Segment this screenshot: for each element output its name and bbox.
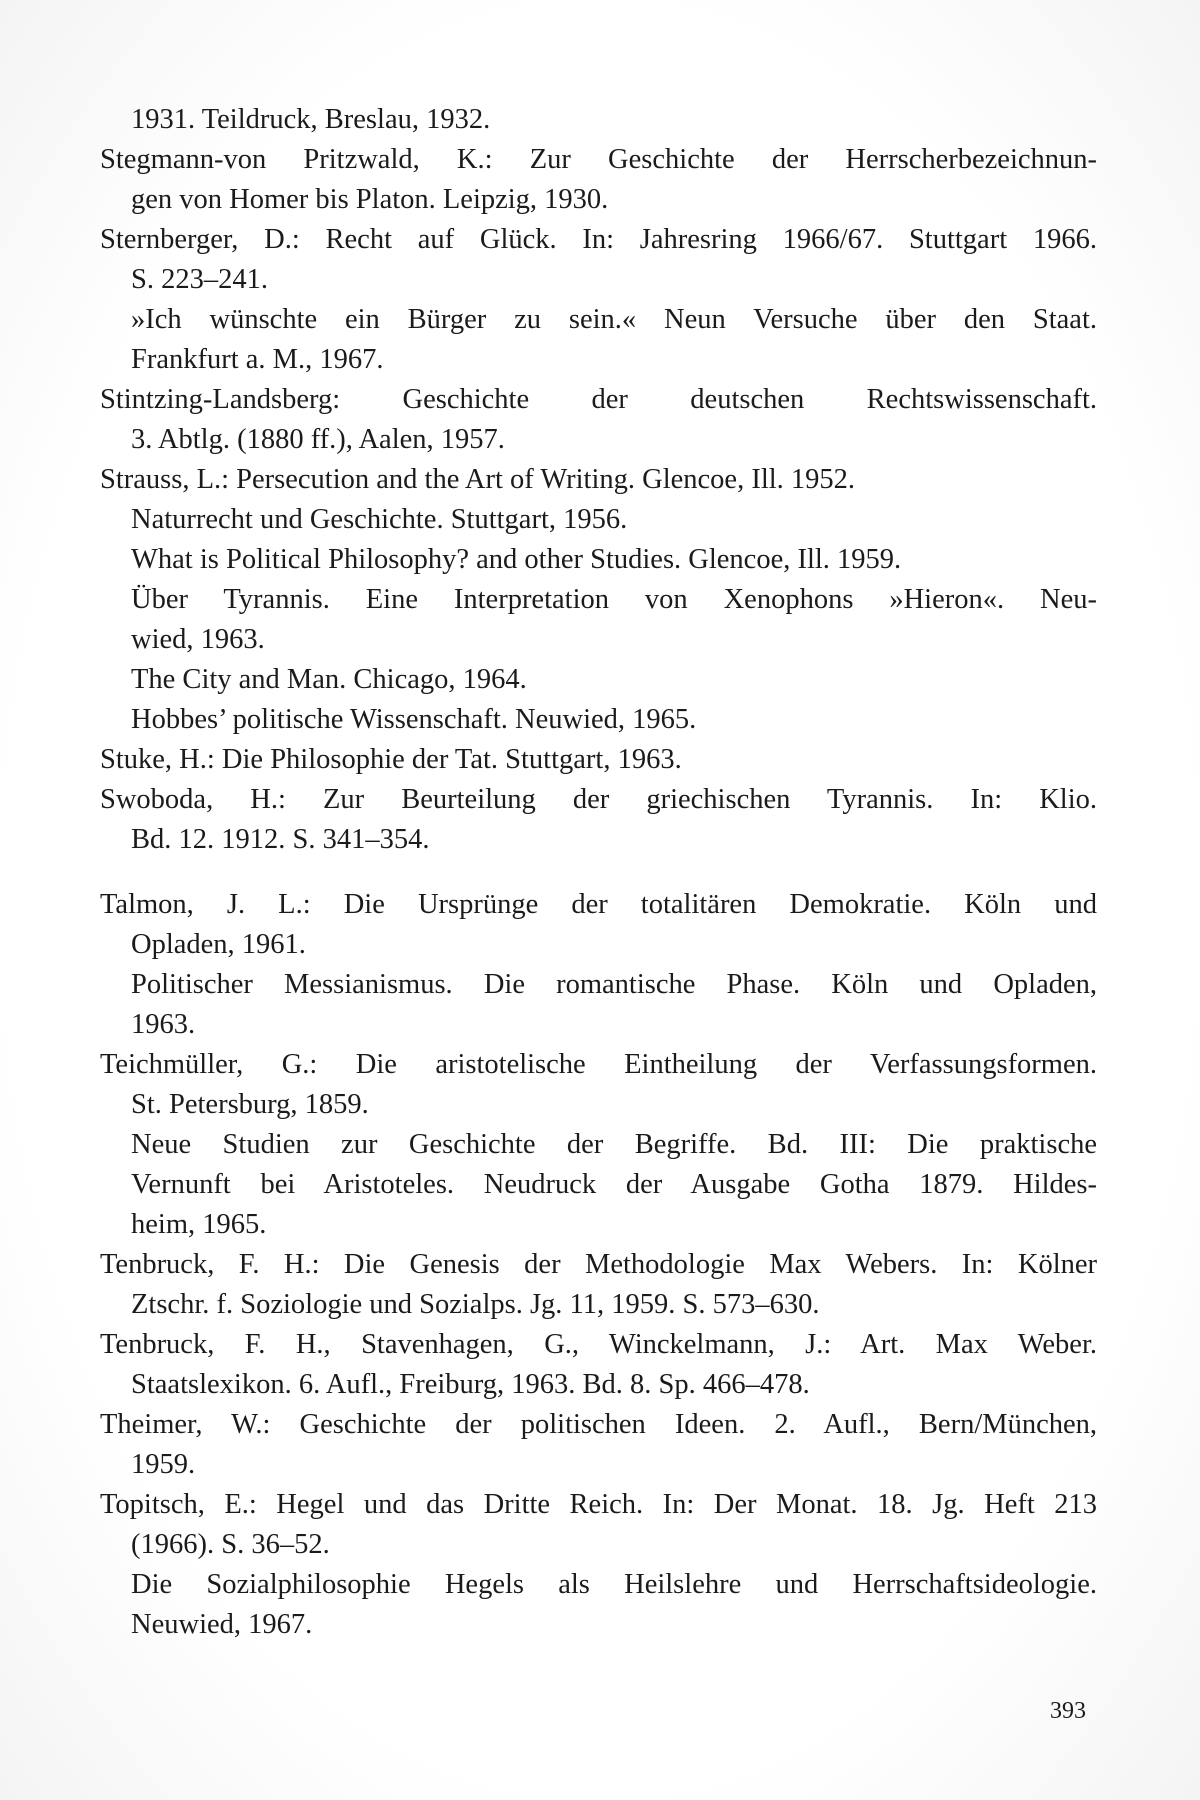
bibliography-continuation-line: The City and Man. Chicago, 1964. <box>131 664 527 695</box>
bibliography-continuation-line: gen von Homer bis Platon. Leipzig, 1930. <box>131 184 609 215</box>
bibliography-entry-line: Strauss, L.: Persecution and the Art of Writing. Glencoe, Ill. 1952. <box>100 464 856 495</box>
bibliography-continuation-line: S. 223–241. <box>131 264 268 295</box>
bibliography-entry-line: Stintzing-Landsberg: Geschichte der deutschen Rechtswissenschaft. <box>100 384 1097 415</box>
bibliography-section-s <box>100 100 1097 860</box>
bibliography-continuation-line: Die Sozialphilosophie Hegels als Heilslehre und Herrschaftsideologie. <box>131 1569 1097 1600</box>
bibliography-continuation-line: Politischer Messianismus. Die romantische Phase. Köln und Opladen, <box>131 969 1097 1000</box>
page-number: 393 <box>1050 1698 1086 1724</box>
bibliography-entry-line: Tenbruck, F. H.: Die Genesis der Methodologie Max Webers. In: Kölner <box>100 1249 1097 1280</box>
bibliography-continuation-line: heim, 1965. <box>131 1209 267 1240</box>
bibliography-continuation-line: »Ich wünschte ein Bürger zu sein.« Neun Versuche über den Staat. <box>131 304 1097 335</box>
bibliography-entry-line: Tenbruck, F. H., Stavenhagen, G., Winckelmann, J.: Art. Max Weber. <box>100 1329 1097 1360</box>
bibliography-continuation-line: Neuwied, 1967. <box>131 1609 313 1640</box>
bibliography-continuation-line: 1963. <box>131 1009 196 1040</box>
bibliography-continuation-line: Bd. 12. 1912. S. 341–354. <box>131 824 430 855</box>
bibliography-continuation-line: Opladen, 1961. <box>131 929 306 960</box>
bibliography-continuation-line: Hobbes’ politische Wissenschaft. Neuwied, 1965. <box>131 704 697 735</box>
bibliography-continuation-line: Frankfurt a. M., 1967. <box>131 344 384 375</box>
bibliography-entry-line: Stuke, H.: Die Philosophie der Tat. Stuttgart, 1963. <box>100 744 682 775</box>
bibliography-entry-line: Talmon, J. L.: Die Ursprünge der totalitären Demokratie. Köln und <box>100 889 1097 920</box>
bibliography-entry-line: Sternberger, D.: Recht auf Glück. In: Jahresring 1966/67. Stuttgart 1966. <box>100 224 1097 255</box>
bibliography-entry-line: Stegmann-von Pritzwald, K.: Zur Geschichte der Herrscherbezeichnun- <box>100 144 1097 175</box>
bibliography-entry-line: Topitsch, E.: Hegel und das Dritte Reich. In: Der Monat. 18. Jg. Heft 213 <box>100 1489 1097 1520</box>
bibliography-continuation-line: 1931. Teildruck, Breslau, 1932. <box>131 104 491 135</box>
bibliography-continuation-line: wied, 1963. <box>131 624 265 655</box>
bibliography-continuation-line: Neue Studien zur Geschichte der Begriffe. Bd. III: Die praktische <box>131 1129 1097 1160</box>
bibliography-continuation-line: Naturrecht und Geschichte. Stuttgart, 1956. <box>131 504 628 535</box>
bibliography-continuation-line: What is Political Philosophy? and other Studies. Glencoe, Ill. 1959. <box>131 544 902 575</box>
bibliography-entry-line: Theimer, W.: Geschichte der politischen Ideen. 2. Aufl., Bern/München, <box>100 1409 1097 1440</box>
bibliography-entry-line: Swoboda, H.: Zur Beurteilung der griechischen Tyrannis. In: Klio. <box>100 784 1097 815</box>
bibliography-continuation-line: St. Petersburg, 1859. <box>131 1089 369 1120</box>
bibliography-continuation-line: Über Tyrannis. Eine Interpretation von Xenophons »Hieron«. Neu- <box>131 584 1097 615</box>
bibliography-section-t <box>100 885 1097 1645</box>
bibliography-entry-line: Teichmüller, G.: Die aristotelische Eintheilung der Verfassungsformen. <box>100 1049 1097 1080</box>
bibliography-continuation-line: 1959. <box>131 1449 196 1480</box>
bibliography-continuation-line: Ztschr. f. Soziologie und Sozialps. Jg. 11, 1959. S. 573–630. <box>131 1289 820 1320</box>
bibliography-continuation-line: Staatslexikon. 6. Aufl., Freiburg, 1963. Bd. 8. Sp. 466–478. <box>131 1369 810 1400</box>
bibliography-continuation-line: Vernunft bei Aristoteles. Neudruck der Ausgabe Gotha 1879. Hildes- <box>131 1169 1097 1200</box>
bibliography-continuation-line: 3. Abtlg. (1880 ff.), Aalen, 1957. <box>131 424 505 455</box>
bibliography-continuation-line: (1966). S. 36–52. <box>131 1529 330 1560</box>
